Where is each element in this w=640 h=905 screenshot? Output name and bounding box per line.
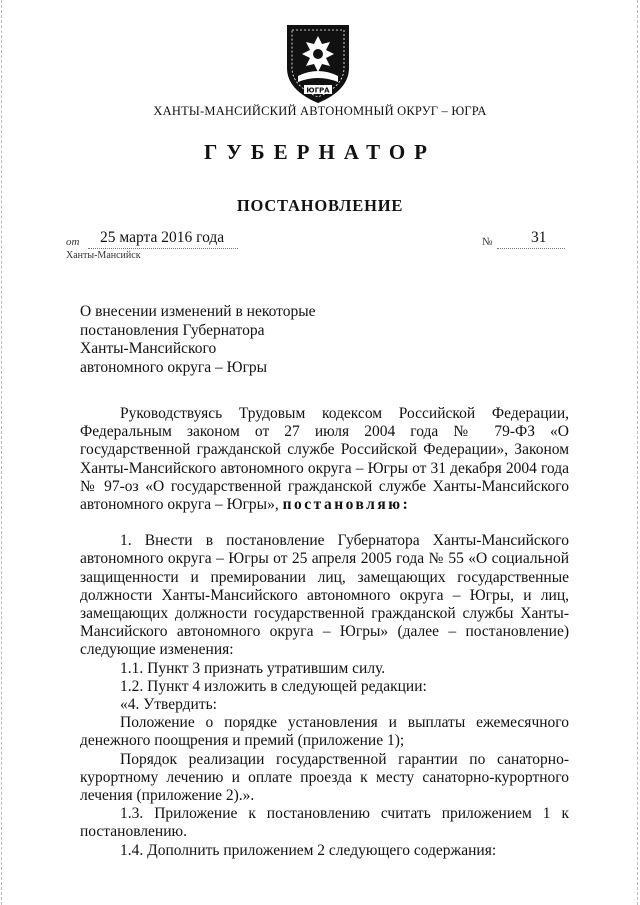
scan-edge-left — [1, 0, 2, 905]
emblem-label: ЮГРА — [306, 86, 330, 95]
document-body — [80, 405, 569, 860]
governor-title: ГУБЕРНАТОР — [203, 140, 437, 164]
coat-of-arms-icon — [282, 22, 354, 104]
scan-edge-right — [637, 0, 638, 905]
item-paragraph: 1.1. Пункт 3 признать утратившим силу. — [120, 659, 386, 677]
resolve-phrase: постановляю: — [282, 496, 411, 514]
item-paragraph: Положение о порядке установления и выплаты ежемесячного денежного поощрения и премий (приложение 1); — [80, 714, 569, 750]
subject-line: Ханты-Мансийского — [80, 340, 217, 357]
item-paragraph: Порядок реализации государственной гарантии по санаторно-курортному лечению и оплате проезда к месту санаторно-курортного лечения (приложение 2).». — [80, 750, 569, 805]
subject-line: О внесении изменений в некоторые — [80, 303, 316, 320]
city-name: Ханты-Мансийск — [66, 250, 141, 261]
document-type: ПОСТАНОВЛЕНИЕ — [236, 196, 404, 215]
preamble-paragraph — [80, 405, 569, 514]
item-paragraph: «4. Утвердить: — [120, 696, 217, 714]
item-paragraph: 1.2. Пункт 4 изложить в следующей редакции: — [120, 677, 427, 695]
date-underline — [88, 248, 238, 249]
date-prefix: от — [66, 236, 80, 248]
document-number: 31 — [531, 229, 547, 246]
item-paragraph: 1. Внести в постановление Губернатора Ханты-Мансийского автономного округа – Югры от 25 апреля 2005 года № 55 «О социальной защищенности и премировании лиц, замещающих государственные должности Ханты-Мансийского автономного округа – Югры, и лиц, замещающих должности государственной гражданской службы Ханты-Мансийского автономного округа – Югры» (далее – постановление) следующие изменения: — [80, 532, 569, 659]
number-underline — [497, 248, 565, 249]
preamble-text: Руководствуясь Трудовым кодексом Российской Федерации, Федеральным законом от 27 июля 2004 года № 79-ФЗ «О государственной гражданской службе Российской Федерации», Законом Ханты-Мансийского автономного округа – Югры от 31 декабря 2004 года № 97-оз «О государственной гражданской службе Ханты-Мансийского автономного округа – Югры», — [80, 405, 569, 514]
item-paragraph: 1.4. Дополнить приложением 2 следующего содержания: — [120, 841, 497, 859]
subject-line: постановления Губернатора — [80, 321, 265, 339]
document-date: 25 марта 2016 года — [100, 229, 225, 246]
region-name: ХАНТЫ-МАНСИЙСКИЙ АВТОНОМНЫЙ ОКРУГ – ЮГРА — [153, 104, 487, 118]
subject-line: автономного округа – Югры — [80, 358, 268, 376]
document-subject — [80, 303, 380, 377]
number-prefix: № — [482, 236, 493, 248]
item-paragraph: 1.3. Приложение к постановлению считать приложением 1 к постановлению. — [80, 805, 569, 841]
